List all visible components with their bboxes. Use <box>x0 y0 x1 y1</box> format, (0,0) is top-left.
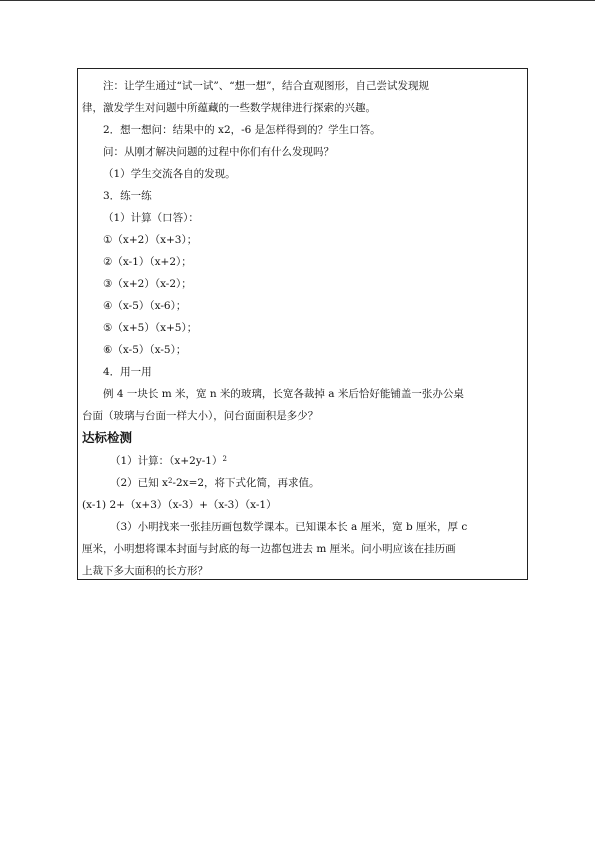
use-title: 4．用一用 <box>103 366 152 378</box>
note-line-2: 律，激发学生对问题中所蕴藏的一些数学规律进行探索的兴趣。 <box>82 102 376 114</box>
check-question-3-line-3: 上裁下多大面积的长方形？ <box>82 565 208 577</box>
check-question-2-exponent: 2 <box>167 477 173 485</box>
think-line: 2．想一想问：结果中的 x2，-6 是怎样得到的？学生口答。 <box>103 124 381 136</box>
practice-item-6: ⑥（x-5）（x-5）； <box>103 344 187 356</box>
practice-item-4: ④（x-5）（x-6）； <box>103 300 187 312</box>
practice-item-5: ⑤（x+5）（x+5）； <box>103 322 198 334</box>
check-question-1 <box>110 454 227 468</box>
practice-item-3: ③（x+2）（x-2）； <box>103 278 192 290</box>
use-example-line-1: 例 4 一块长 m 米，宽 n 米的玻璃，长宽各裁掉 a 米后恰好能铺盖一张办公桌 <box>103 388 464 400</box>
check-question-3-line-1: （3）小明找来一张挂历画包数学课本。已知课本长 a 厘米，宽 b 厘米，厚 c <box>110 521 468 533</box>
practice-item-2: ②（x-1）（x+2）； <box>103 256 192 268</box>
check-question-2-post: -2x=2，将下式化简，再求值。 <box>172 477 320 489</box>
use-example-line-2: 台面（玻璃与台面一样大小），问台面面积是多少？ <box>82 410 319 422</box>
check-question-1-exponent: 2 <box>222 455 227 463</box>
practice-subtitle: （1）计算（口答）： <box>103 212 199 224</box>
check-question-2-pre: （2）已知 x <box>110 477 168 489</box>
page-top-rule <box>0 0 595 1</box>
practice-item-1: ①（x+2）（x+3）； <box>103 234 198 246</box>
think-question: 问：从刚才解决问题的过程中你们有什么发现吗？ <box>103 146 334 158</box>
check-heading: 达标检测 <box>82 430 133 445</box>
check-question-1-text: （1）计算：（x+2y-1） <box>110 455 223 467</box>
check-question-2-expression: (x-1) 2+（x+3）（x-3）+（x-3）（x-1） <box>82 499 277 511</box>
practice-title: 3．练一练 <box>103 190 152 202</box>
check-question-3-line-2: 厘米，小明想将课本封面与封底的每一边都包进去 m 厘米。问小明应该在挂历画 <box>82 543 456 555</box>
note-line-1: 注：让学生通过“试一试”、“想一想”，结合直观图形，自己尝试发现规 <box>103 80 429 92</box>
check-question-2 <box>110 476 320 490</box>
think-answer: （1）学生交流各自的发现。 <box>103 168 236 180</box>
